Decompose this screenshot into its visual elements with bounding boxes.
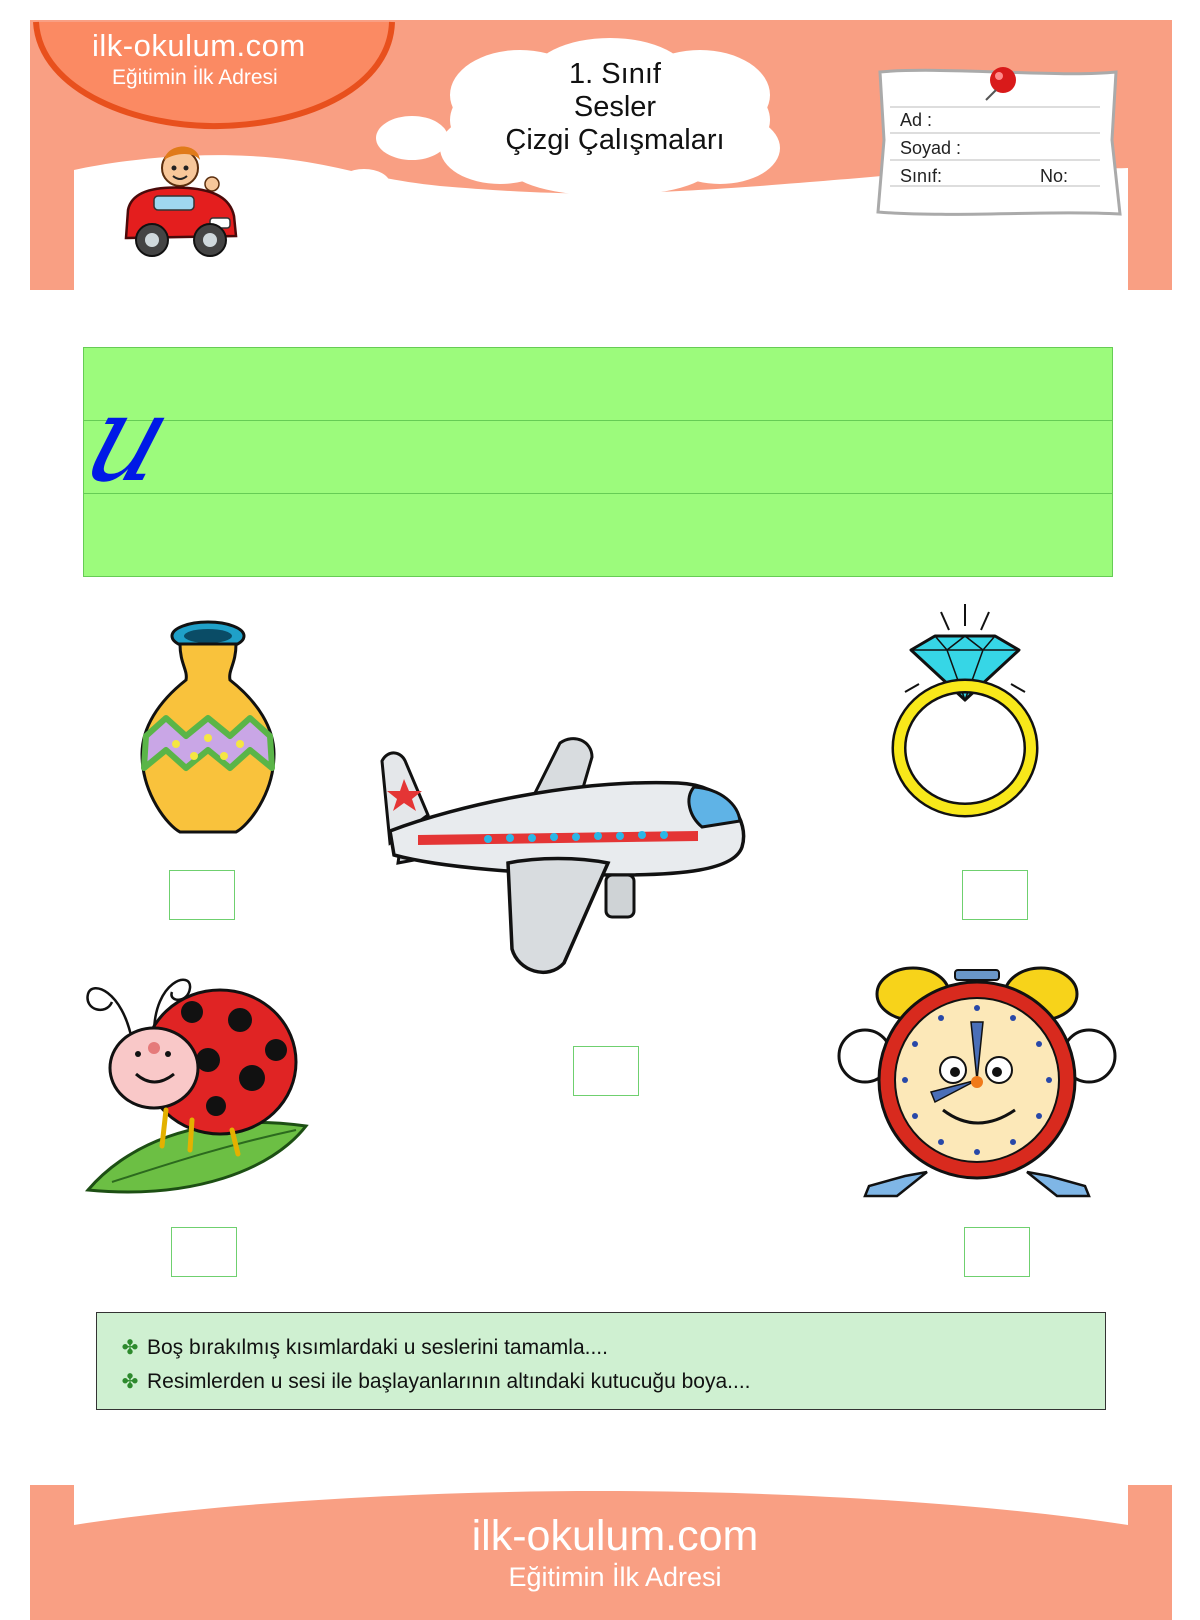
airplane-icon bbox=[378, 735, 758, 985]
checkbox-airplane[interactable] bbox=[573, 1046, 639, 1096]
checkbox-alarm-clock[interactable] bbox=[964, 1227, 1030, 1277]
clover-bullet-icon: ✤ bbox=[121, 1337, 139, 1359]
title-line-activity: Çizgi Çalışmaları bbox=[505, 124, 725, 156]
checkbox-ring[interactable] bbox=[962, 870, 1028, 920]
ladybug-icon bbox=[82, 950, 312, 1195]
name-label: Ad : bbox=[900, 110, 933, 130]
surname-label: Soyad : bbox=[900, 138, 962, 158]
page-title bbox=[470, 58, 760, 157]
footer-subtitle: Eğitimin İlk Adresi bbox=[508, 1562, 722, 1592]
checkbox-ladybug[interactable] bbox=[171, 1227, 237, 1277]
footer-title: ilk-okulum.com bbox=[471, 1512, 759, 1560]
instruction-item bbox=[119, 1369, 751, 1394]
guide-line bbox=[84, 493, 1112, 494]
cursive-letter-sample: u bbox=[69, 370, 189, 509]
logo-title: ilk-okulum.com bbox=[92, 28, 306, 63]
number-label: No: bbox=[1040, 166, 1069, 186]
car-mascot-icon bbox=[118, 140, 248, 265]
checkbox-vase[interactable] bbox=[169, 870, 235, 920]
ring-icon bbox=[885, 600, 1045, 820]
title-line-topic: Sesler bbox=[573, 91, 657, 123]
handwriting-practice-area[interactable] bbox=[83, 347, 1113, 577]
title-line-grade: 1. Sınıf bbox=[569, 58, 661, 90]
instruction-item bbox=[119, 1335, 608, 1360]
instructions-box bbox=[96, 1312, 1106, 1410]
clover-bullet-icon: ✤ bbox=[121, 1371, 139, 1393]
vase-icon bbox=[138, 618, 278, 840]
instruction-text: Resimlerden u sesi ile başlayanlarının altındaki kutucuğu boya.... bbox=[147, 1369, 751, 1393]
instruction-text: Boş bırakılmış kısımlardaki u seslerini tamamla.... bbox=[147, 1335, 608, 1359]
alarm-clock-icon bbox=[835, 960, 1120, 1210]
class-label: Sınıf: bbox=[900, 166, 943, 186]
logo-subtitle: Eğitimin İlk Adresi bbox=[112, 66, 278, 89]
guide-line bbox=[84, 420, 1112, 421]
